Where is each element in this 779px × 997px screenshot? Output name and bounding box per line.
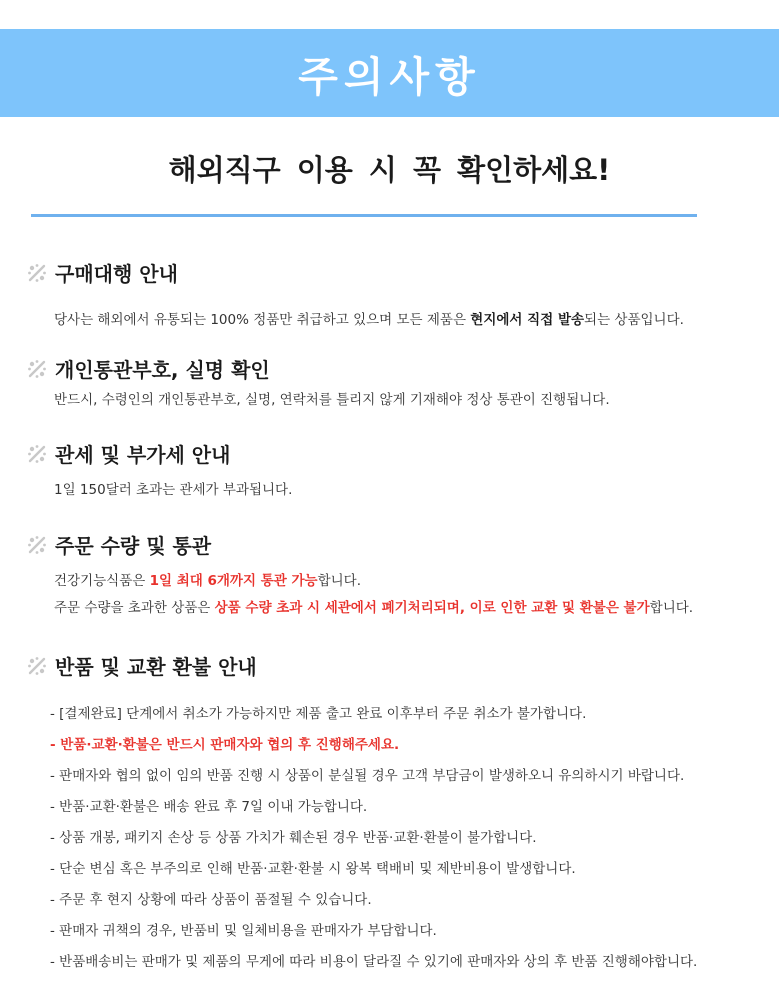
section-title-order <box>27 530 211 559</box>
reference-mark-icon <box>27 263 47 283</box>
returns-item: - [결제완료] 단계에서 취소가 가능하지만 제품 출고 완료 이후부터 주문 취소가 불가합니다. <box>50 706 587 722</box>
banner-title: 주의사항 <box>298 52 481 101</box>
section-title-text: 개인통관부호, 실명 확인 <box>55 358 270 382</box>
section-title-customs-code <box>27 354 270 383</box>
tax-line: 1일 150달러 초과는 관세가 부과됩니다. <box>54 482 293 498</box>
section-title-text: 주문 수량 및 통관 <box>55 534 212 558</box>
reference-mark-icon <box>27 656 47 676</box>
order-line-2: 주문 수량을 초과한 상품은 상품 수량 초과 시 세관에서 폐기처리되며, 이로 인한 교환 및 환불은 불가합니다. <box>54 600 694 616</box>
returns-item: - 판매자와 협의 없이 임의 반품 진행 시 상품이 분실될 경우 고객 부담금이 발생하오니 유의하시기 바랍니다. <box>50 768 685 784</box>
reference-mark-icon <box>27 444 47 464</box>
returns-item: - 반품·교환·환불은 배송 완료 후 7일 이내 가능합니다. <box>50 799 368 815</box>
page-subtitle: 해외직구 이용 시 꼭 확인하세요! <box>168 153 611 187</box>
returns-item: - 단순 변심 혹은 부주의로 인해 반품·교환·환불 시 왕복 택배비 및 제반비용이 발생합니다. <box>50 861 576 877</box>
reference-mark-icon <box>27 359 47 379</box>
returns-item: - 반품배송비는 판매가 및 제품의 무게에 따라 비용이 달라질 수 있기에 판매자와 상의 후 반품 진행해야합니다. <box>50 954 698 970</box>
section-title-text: 관세 및 부가세 안내 <box>55 443 231 467</box>
section-title-text: 구매대행 안내 <box>55 262 178 286</box>
returns-item: - 판매자 귀책의 경우, 반품비 및 일체비용을 판매자가 부담합니다. <box>50 923 437 939</box>
divider <box>31 214 697 217</box>
header-banner <box>0 29 779 117</box>
purchase-line: 당사는 해외에서 유통되는 100% 정품만 취급하고 있으며 모든 제품은 현지에서 직접 발송되는 상품입니다. <box>54 312 684 328</box>
reference-mark-icon <box>27 535 47 555</box>
returns-item: - 상품 개봉, 패키지 손상 등 상품 가치가 훼손된 경우 반품·교환·환불이 불가합니다. <box>50 830 537 846</box>
returns-item-highlight: - 반품·교환·환불은 반드시 판매자와 협의 후 진행해주세요. <box>50 737 400 753</box>
section-title-text: 반품 및 교환 환불 안내 <box>55 655 257 679</box>
order-line-1: 건강기능식품은 1일 최대 6개까지 통관 가능합니다. <box>54 573 361 589</box>
section-title-returns <box>27 651 257 680</box>
returns-item: - 주문 후 현지 상황에 따라 상품이 품절될 수 있습니다. <box>50 892 372 908</box>
section-title-purchase <box>27 258 178 287</box>
customs-code-line: 반드시, 수령인의 개인통관부호, 실명, 연락처를 틀리지 않게 기재해야 정상 통관이 진행됩니다. <box>54 392 610 408</box>
section-title-tax <box>27 439 230 468</box>
